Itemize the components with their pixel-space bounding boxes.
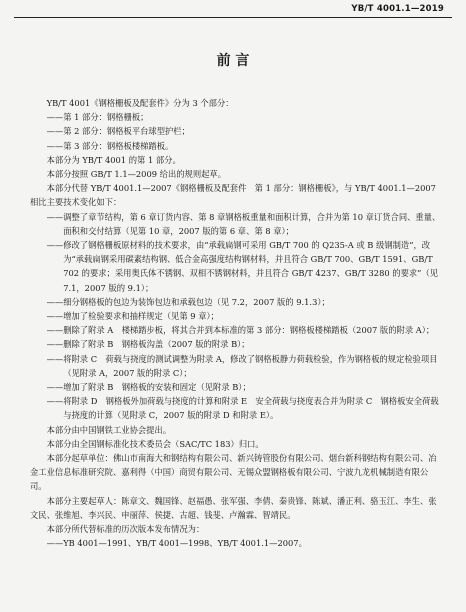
paragraph: 本部分为 YB/T 4001 的第 1 部分。 bbox=[46, 154, 181, 165]
header-rule bbox=[14, 17, 452, 18]
list-item: ——将附录 C 荷载与挠度的测试调整为附录 A，修改了钢格板静力荷载检验，作为钢格板的规定检验项目（见附录 A，2007 版的附录 C）； bbox=[46, 353, 438, 378]
list-item: ——第 1 部分：钢格栅板； bbox=[46, 112, 149, 123]
list-item: ——第 2 部分：钢格板平台球型护栏； bbox=[46, 126, 190, 137]
list-item: ——删除了附录 B 钢格板沟盖（2007 版的附录 B）； bbox=[46, 339, 250, 350]
list-item: ——细分钢格板的包边为装饰包边和承载包边（见 7.2，2007 版的 9.1.3）； bbox=[46, 296, 330, 307]
list-item: ——修改了钢格栅板原材料的技术要求，由“承载扁钢可采用 GB/T 700 的 Q235-A 或 B 级钢制造”，改为“承载扁钢采用碳素结构钢、低合金高强度结构钢材料，并且符合 GB/T 700、GB/T 1591、GB/T 702 的要求；采用奥氏体不锈钢、双相不锈钢材料，并且符合 GB/T 4237、GB/T 3280 的要求”（见 7.1，2007 版的 9.1）； bbox=[46, 240, 438, 293]
paragraph: 本部分起草单位：佛山市南海大和钢结构有限公司、新兴铸管股份有限公司、烟台新科钢结构有限公司、冶金工业信息标准研究院、嘉利得（中国）商贸有限公司、无锡众盟钢格板有限公司、宁波九龙机械制造有限公司。 bbox=[30, 453, 437, 492]
list-item: ——将附录 D 钢格板外加荷载与挠度的计算和附录 E 安全荷载与挠度表合并为附录 C 钢格板安全荷载与挠度的计算（见附录 C，2007 版的附录 D 和附录 E）。 bbox=[46, 396, 439, 421]
paragraph: 本部分所代替标准的历次版本发布情况为： bbox=[46, 524, 205, 535]
list-item: ——增加了附录 B 钢格板的安装和固定（见附录 B）； bbox=[46, 382, 251, 393]
paragraph: 本部分主要起草人：陈章文、魏国锋、赵福愚、张军强、李倩、秦贵锋、陈斌、潘正利、骆玉江、李生、张文民、张维旭、李兴民、申丽萍、侯捷、古超、钱斐、卢瀚霖、智靖民。 bbox=[30, 495, 437, 520]
paragraph: 本部分按照 GB/T 1.1—2009 给出的规则起草。 bbox=[46, 169, 227, 180]
section-title: 前 言 bbox=[216, 53, 250, 69]
list-item: ——删除了附录 A 楼梯踏步板，将其合并到本标准的第 3 部分：钢格板楼梯踏板（2007 版的附录 A）； bbox=[46, 325, 435, 336]
paragraph: 本部分由全国钢标准化技术委员会（SAC/TC 183）归口。 bbox=[46, 438, 264, 449]
paragraph: 本部分由中国钢铁工业协会提出。 bbox=[46, 424, 172, 435]
list-item: ——增加了检验要求和抽样规定（见第 9 章）； bbox=[46, 311, 219, 322]
paragraph: 本部分代替 YB/T 4001.1—2007《钢格栅板及配套件 第 1 部分：钢格栅板》，与 YB/T 4001.1—2007 相比主要技术变化如下： bbox=[30, 183, 436, 208]
document-body bbox=[30, 96, 444, 551]
list-item: ——YB 4001—1991、YB/T 4001—1998、YB/T 4001.1—2007。 bbox=[46, 538, 307, 549]
list-item: ——调整了章节结构，第 6 章订货内容、第 8 章钢格板重量和面积计算，合并为第 10 章订货合同、重量、面积和交付结算（见第 10 章，2007 版的第 6 章、第 8 章）； bbox=[46, 211, 441, 236]
list-item: ——第 3 部分：钢格板楼梯踏板。 bbox=[46, 140, 174, 151]
paragraph: YB/T 4001《钢格栅板及配套件》分为 3 个部分： bbox=[46, 98, 234, 108]
document-number: YB/T 4001.1—2019 bbox=[351, 4, 444, 14]
